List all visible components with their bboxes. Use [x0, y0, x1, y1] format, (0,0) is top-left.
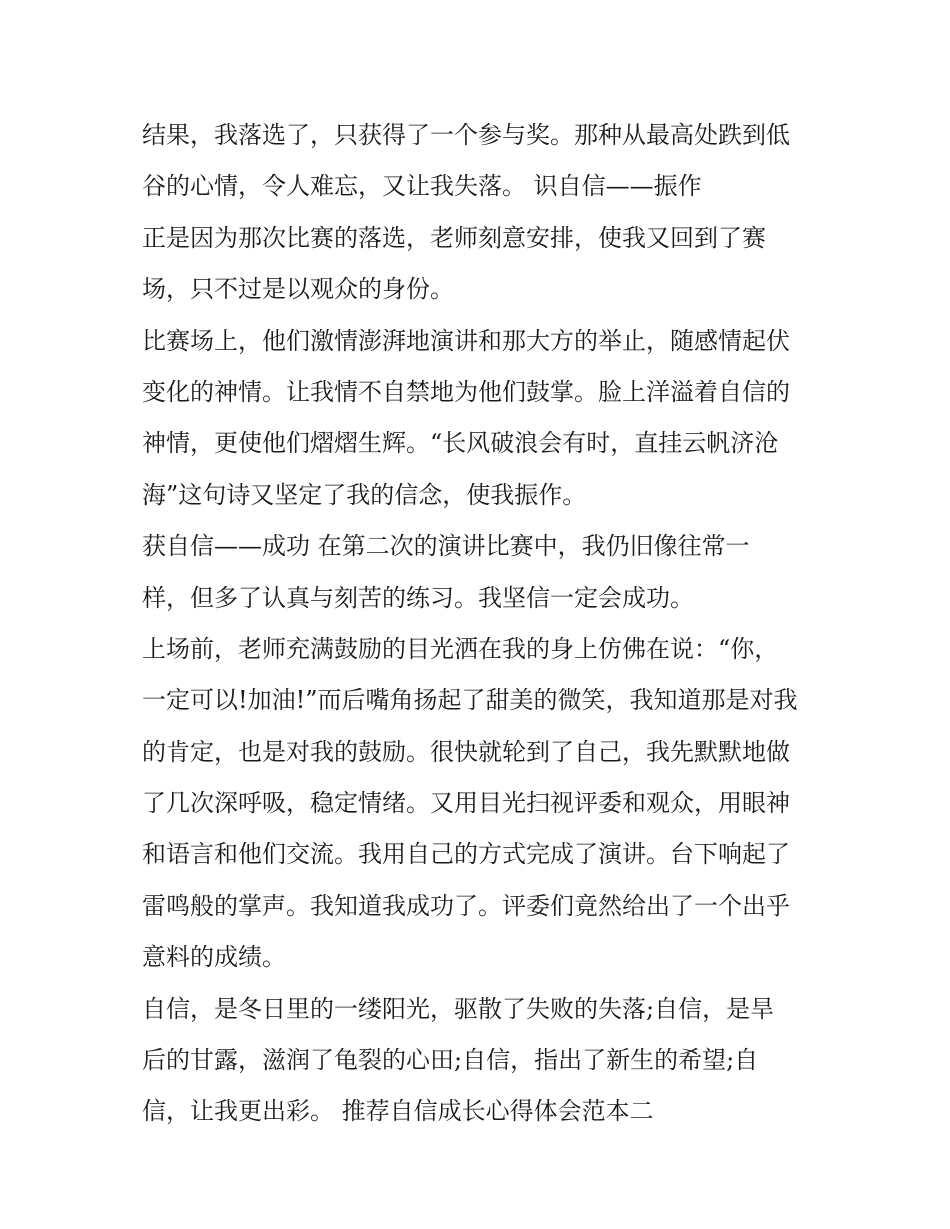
text-line: 获自信——成功 在第二次的演讲比赛中，我仍旧像往常一	[142, 532, 750, 561]
text-line: 神情，更使他们熠熠生辉。“长风破浪会有时，直挂云帆济沧	[142, 429, 779, 458]
text-line: 上场前，老师充满鼓励的目光洒在我的身上仿佛在说：“你，	[142, 634, 779, 663]
text-line: 后的甘露，滋润了龟裂的心田;自信，指出了新生的希望;自	[142, 1046, 759, 1075]
text-line: 和语言和他们交流。我用自己的方式完成了演讲。台下响起了	[142, 840, 790, 869]
text-line: 谷的心情，令人难忘，又让我失落。 识自信——振作	[142, 172, 702, 201]
text-line: 变化的神情。让我情不自禁地为他们鼓掌。脸上洋溢着自信的	[142, 377, 790, 406]
text-line: 比赛场上，他们激情澎湃地演讲和那大方的举止，随感情起伏	[142, 326, 790, 355]
text-line: 自信，是冬日里的一缕阳光，驱散了失败的失落;自信，是旱	[142, 994, 775, 1023]
text-line: 的肯定，也是对我的鼓励。很快就轮到了自己，我先默默地做	[142, 737, 790, 766]
text-line: 雷鸣般的掌声。我知道我成功了。评委们竟然给出了一个出乎	[142, 891, 790, 920]
essay-body	[142, 110, 822, 1138]
text-line: 样，但多了认真与刻苦的练习。我坚信一定会成功。	[142, 583, 694, 612]
text-line: 意料的成绩。	[142, 943, 286, 972]
text-line: 结果，我落选了，只获得了一个参与奖。那种从最高处跌到低	[142, 121, 790, 149]
text-line: 信，让我更出彩。 推荐自信成长心得体会范本二	[142, 1097, 654, 1126]
text-line: 正是因为那次比赛的落选，老师刻意安排，使我又回到了赛	[142, 223, 766, 252]
text-line: 海”这句诗又坚定了我的信念，使我振作。	[142, 480, 587, 509]
text-line: 场，只不过是以观众的身份。	[142, 275, 454, 304]
text-line: 一定可以!加油!”而后嘴角扬起了甜美的微笑，我知道那是对我	[142, 686, 798, 715]
text-line: 了几次深呼吸，稳定情绪。又用目光扫视评委和观众，用眼神	[142, 789, 790, 818]
